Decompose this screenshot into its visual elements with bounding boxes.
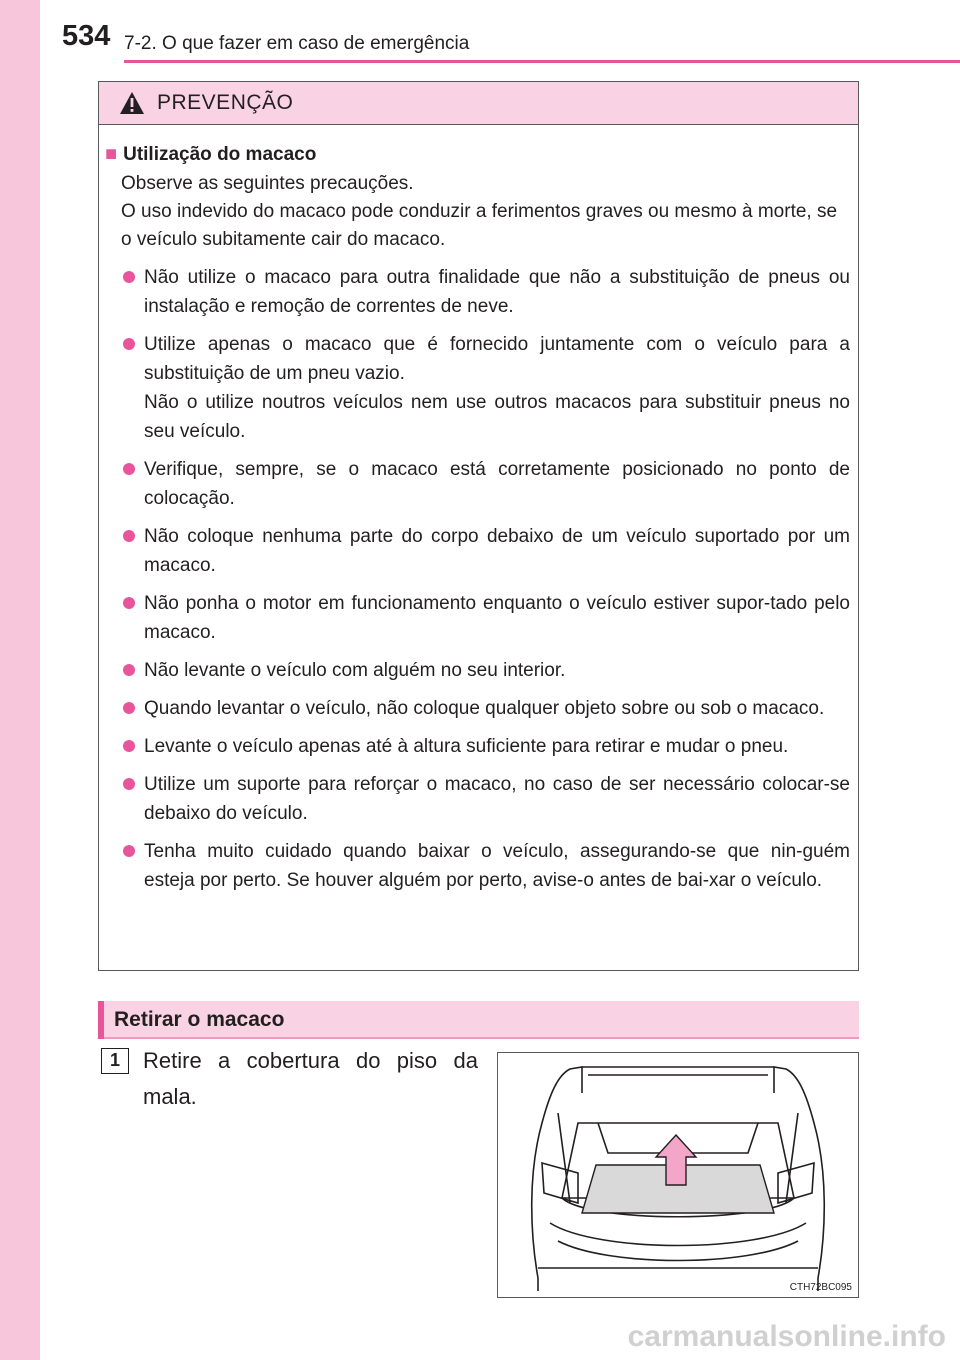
bullet-dot-icon [123, 597, 135, 609]
bullet-dot-icon [123, 845, 135, 857]
list-item: Não utilize o macaco para outra finalidade que não a substituição de pneus ou instalação e remoção de correntes de neve. [105, 263, 850, 321]
section-title: Retirar o macaco [114, 1008, 285, 1031]
bullet-dot-icon [123, 463, 135, 475]
warning-subheading: ■ Utilização do macaco [105, 143, 317, 165]
trunk-illustration [497, 1052, 859, 1298]
warning-triangle-icon [119, 91, 145, 115]
bullet-dot-icon [123, 338, 135, 350]
side-strip [0, 0, 40, 1360]
list-item: Utilize apenas o macaco que é fornecido juntamente com o veículo para a substituição de um pneu vazio. Não o utilize noutros veículos nem use outros macacos para substituir pneus no seu veículo. [105, 330, 850, 446]
bullet-dot-icon [123, 740, 135, 752]
list-item: Verifique, sempre, se o macaco está corretamente posicionado no ponto de colocação. [105, 455, 850, 513]
section-heading [98, 1001, 859, 1039]
list-item: Não levante o veículo com alguém no seu interior. [105, 656, 850, 685]
list-item: Utilize um suporte para reforçar o macaco, no caso de ser necessário colocar-se debaixo do veículo. [105, 770, 850, 828]
list-item: Levante o veículo apenas até à altura suficiente para retirar e mudar o pneu. [105, 732, 850, 761]
chapter-title: 7-2. O que fazer em caso de emergência [124, 33, 470, 54]
watermark: carmanualsonline.info [627, 1320, 946, 1353]
list-item: Não ponha o motor em funcionamento enquanto o veículo estiver supor-tado pelo macaco. [105, 589, 850, 647]
list-item: Não coloque nenhuma parte do corpo debaixo de um veículo suportado por um macaco. [105, 522, 850, 580]
section-accent-bar [98, 1001, 104, 1039]
warning-title: PREVENÇÃO [157, 91, 294, 114]
header-rule [124, 60, 960, 63]
figure-code: CTH72BC095 [789, 1282, 852, 1293]
bullet-dot-icon [123, 530, 135, 542]
bullet-dot-icon [123, 664, 135, 676]
warning-intro: Observe as seguintes precauções. O uso indevido do macaco pode conduzir a ferimentos graves ou mesmo à morte, se o veículo subitamente cair do macaco. [121, 173, 838, 250]
step-number: 1 [101, 1048, 129, 1074]
square-bullet-icon: ■ [105, 143, 118, 165]
page-number: 534 [62, 20, 111, 52]
bullet-dot-icon [123, 271, 135, 283]
bullet-dot-icon [123, 778, 135, 790]
warning-box [98, 81, 859, 971]
bullet-dot-icon [123, 702, 135, 714]
list-item: Quando levantar o veículo, não coloque qualquer objeto sobre ou sob o macaco. [105, 694, 850, 723]
warning-header [99, 82, 858, 125]
warning-body [99, 125, 858, 895]
list-item: Tenha muito cuidado quando baixar o veículo, assegurando-se que nin-guém esteja por perto. Se houver alguém por perto, avise-o antes de bai-xar o veículo. [105, 837, 850, 895]
page-header [40, 0, 960, 64]
car-trunk-drawing [498, 1053, 858, 1297]
step-text: Retire a cobertura do piso da mala. [143, 1048, 478, 1109]
